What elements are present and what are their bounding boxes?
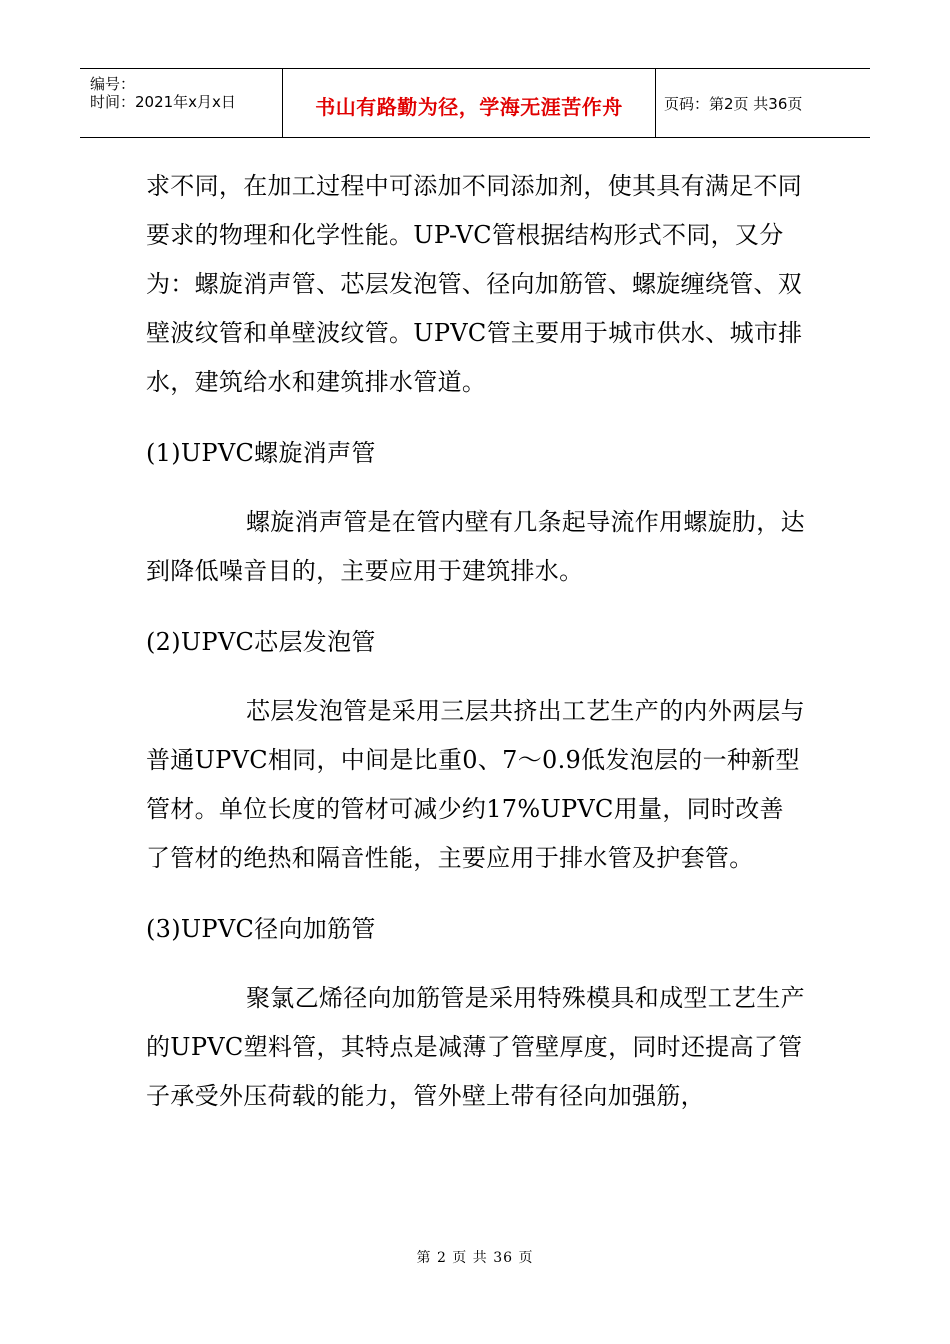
paragraph: 聚氯乙烯径向加筋管是采用特殊模具和成型工艺生产的UPVC塑料管，其特点是减薄了管壁厚度，同时还提高了管子承受外压荷载的能力，管外壁上带有径向加强筋， <box>146 984 805 1110</box>
paragraph: 求不同，在加工过程中可添加不同添加剂，使其具有满足不同要求的物理和化学性能。UP-VC管根据结构形式不同，又分为：螺旋消声管、芯层发泡管、径向加筋管、螺旋缠绕管、双壁波纹管和单壁波纹管。UPVC管主要用于城市供水、城市排水，建筑给水和建筑排水管道。 <box>146 172 803 396</box>
time-label: 时间：2021年x月x日 <box>90 93 236 111</box>
section-heading: (3)UPVC径向加筋管 <box>146 915 376 943</box>
page-footer: 第 2 页 共 36 页 <box>416 1250 534 1266</box>
header-left-cell <box>80 69 283 137</box>
header-right-cell <box>656 69 870 137</box>
header-center-cell <box>283 69 656 137</box>
number-label: 编号： <box>90 75 136 93</box>
page-info: 页码：第2页 共36页 <box>664 95 803 113</box>
header-table <box>80 68 870 138</box>
paragraph: 芯层发泡管是采用三层共挤出工艺生产的内外两层与普通UPVC相同，中间是比重0、7～0.9低发泡层的一种新型管材。单位长度的管材可减少约17%UPVC用量，同时改善了管材的绝热和隔音性能，主要应用于排水管及护套管。 <box>146 697 805 872</box>
paragraph: 螺旋消声管是在管内壁有几条起导流作用螺旋肋，达到降低噪音目的，主要应用于建筑排水。 <box>146 508 805 585</box>
section-heading: (1)UPVC螺旋消声管 <box>146 439 376 467</box>
motto-text: 书山有路勤为径，学海无涯苦作舟 <box>315 95 623 119</box>
section-heading: (2)UPVC芯层发泡管 <box>146 628 376 656</box>
document-body <box>146 162 806 1121</box>
